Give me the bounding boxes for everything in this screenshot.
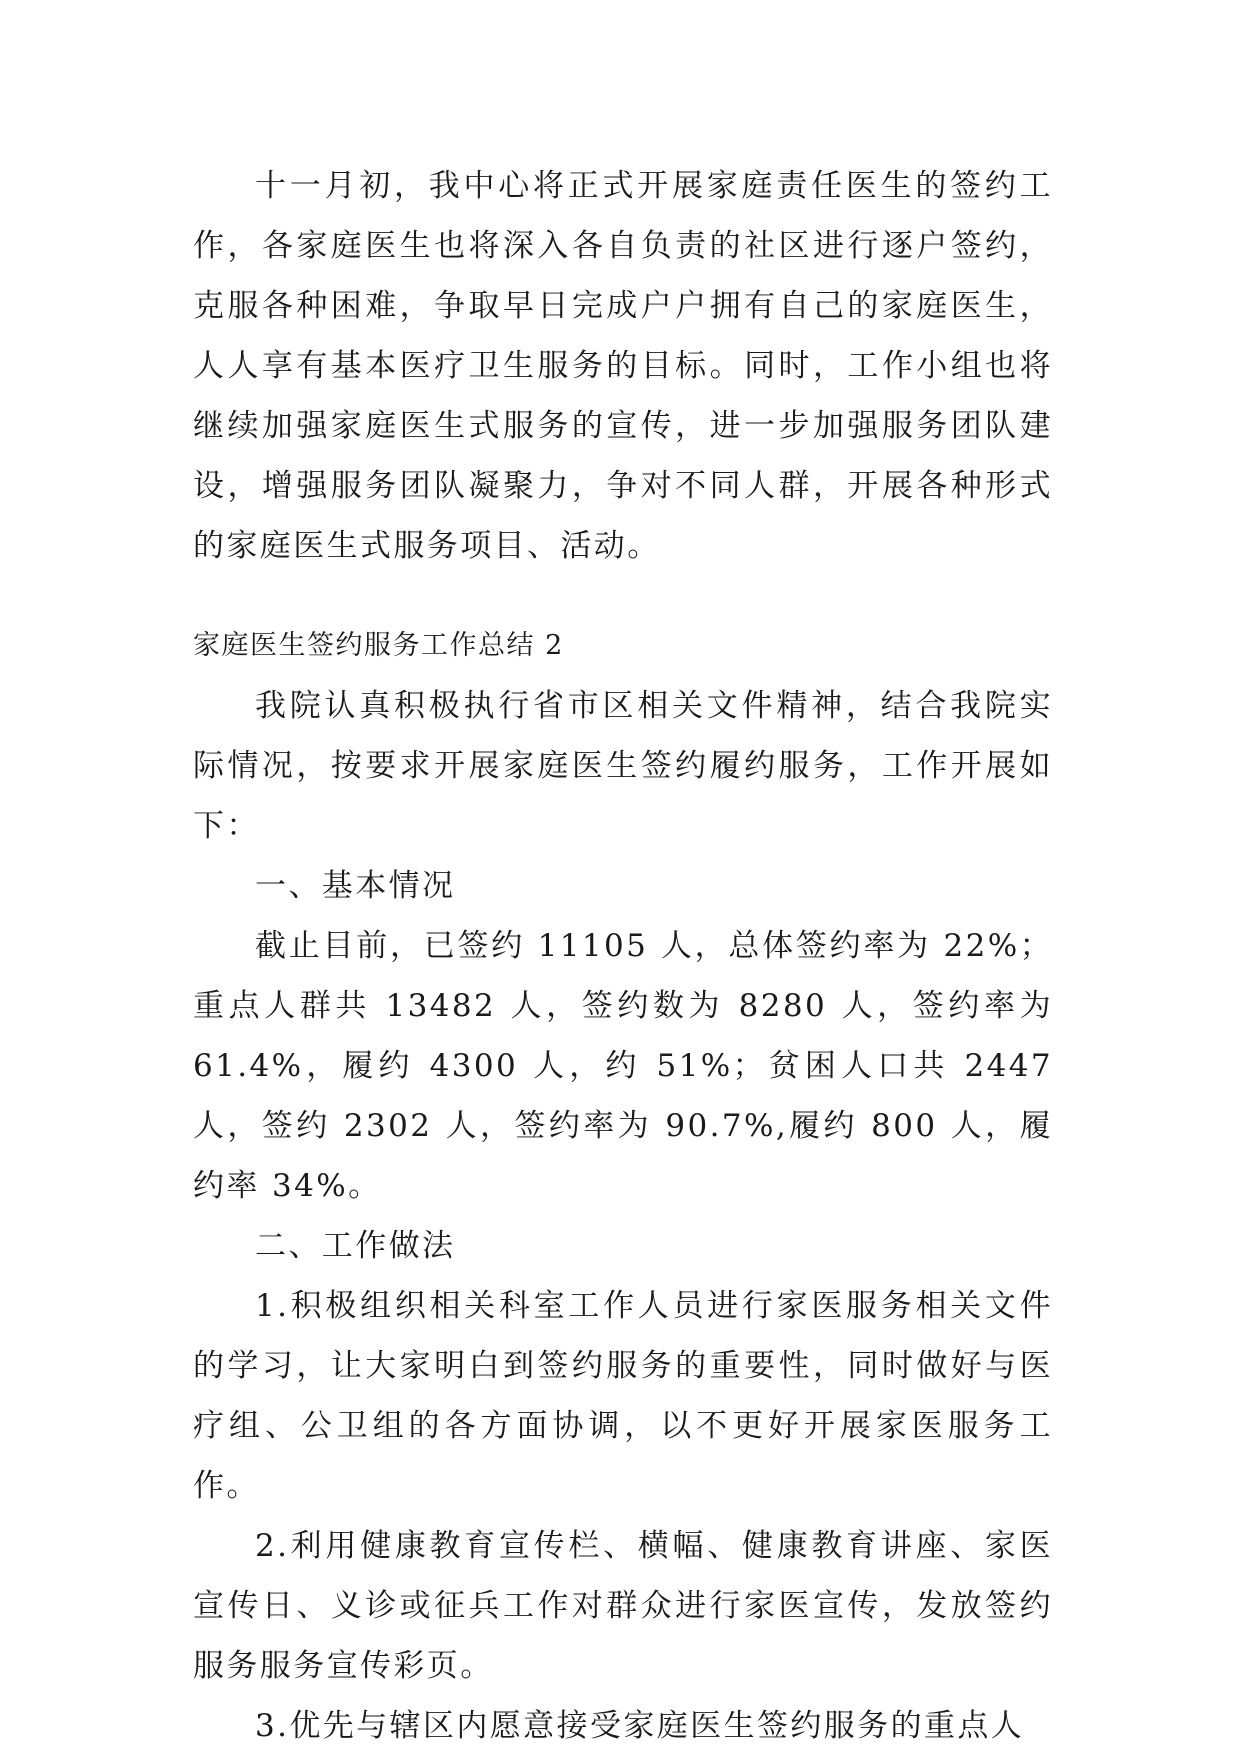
intro-paragraph: 十一月初，我中心将正式开展家庭责任医生的签约工作，各家庭医生也将深入各自负责的社区进行逐户签约，克服各种困难，争取早日完成户户拥有自己的家庭医生，人人享有基本医疗卫生服务的目标。同时，工作小组也将继续加强家庭医生式服务的宣传，进一步加强服务团队建设，增强服务团队凝聚力，争对不同人群，开展各种形式的家庭医生式服务项目、活动。	[193, 168, 1053, 564]
heading-basic-situation: 一、基本情况	[255, 868, 456, 904]
method-item-3: 3.优先与辖区内愿意接受家庭医生签约服务的重点人	[255, 1708, 1025, 1744]
summary-section	[193, 616, 1053, 1756]
section-title: 家庭医生签约服务工作总结 2	[193, 630, 564, 661]
opening-paragraph: 我院认真积极执行省市区相关文件精神，结合我院实际情况，按要求开展家庭医生签约履约服务，工作开展如下：	[193, 688, 1053, 844]
method-item-1: 1.积极组织相关科室工作人员进行家医服务相关文件的学习，让大家明白到签约服务的重要性，同时做好与医疗组、公卫组的各方面协调，以不更好开展家医服务工作。	[193, 1288, 1053, 1504]
method-item-2: 2.利用健康教育宣传栏、横幅、健康教育讲座、家医宣传日、义诊或征兵工作对群众进行家医宣传，发放签约服务服务宣传彩页。	[193, 1528, 1053, 1684]
statistics-paragraph: 截止目前，已签约 11105 人，总体签约率为 22%；重点人群共 13482 人，签约数为 8280 人，签约率为 61.4%，履约 4300 人，约 51%；贫困人口共 2447 人，签约 2302 人，签约率为 90.7%,履约 800 人，履约率 34%。	[193, 928, 1053, 1204]
intro-section	[193, 156, 1053, 576]
heading-work-methods: 二、工作做法	[255, 1228, 456, 1264]
